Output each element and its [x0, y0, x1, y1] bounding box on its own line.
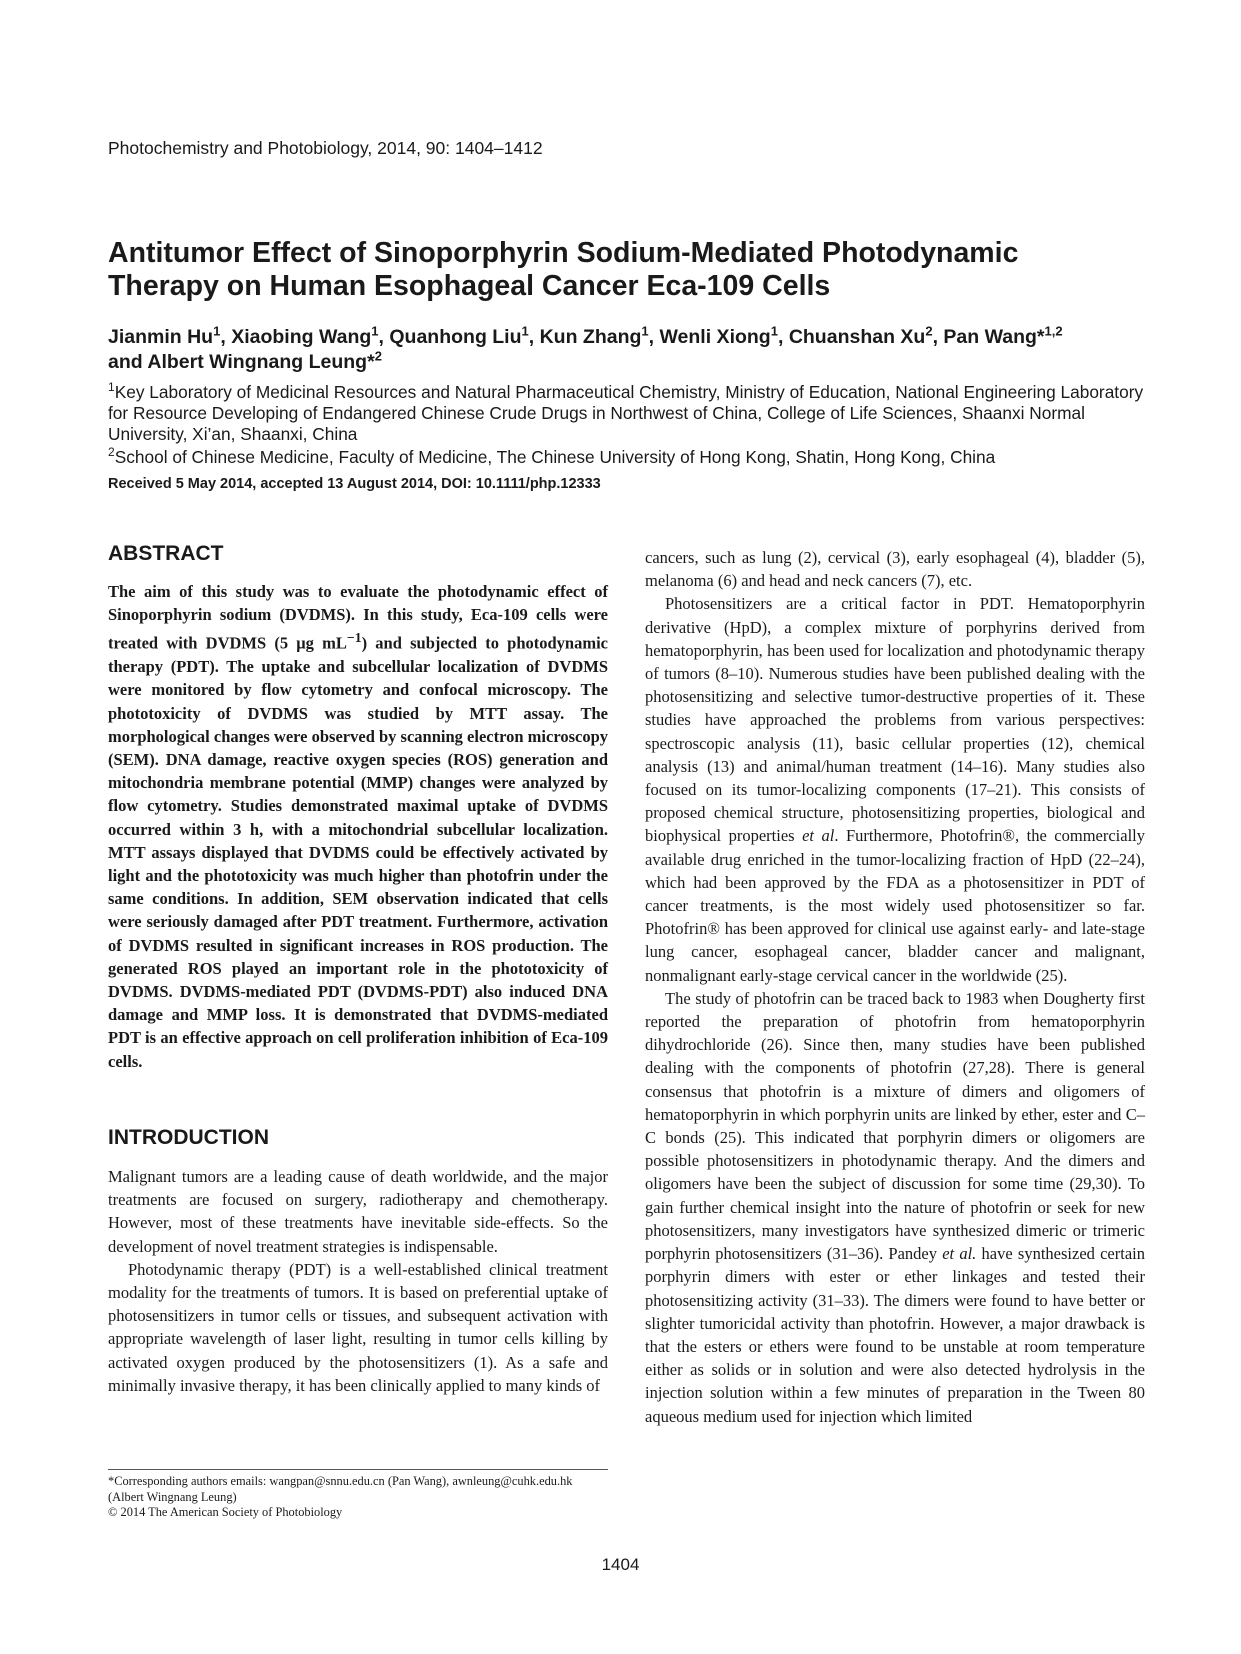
author-name: Wenli Xiong: [659, 326, 771, 348]
received-dates-doi: Received 5 May 2014, accepted 13 August 2014, DOI: 10.1111/php.12333: [108, 476, 601, 492]
author-name: Chuanshan Xu: [788, 326, 926, 348]
abstract-heading: ABSTRACT: [108, 542, 224, 565]
author-name: Kun Zhang: [539, 326, 642, 348]
author-affiliation-mark: 1: [641, 323, 649, 339]
paragraph: The study of photofrin can be traced back to 1983 when Dougherty first reported the preparation of photofrin from hematoporphyrin dihydrochloride (26). Since then, many studies have been published dealing with the components of photofrin (27,28). There is general consensus that photofrin is a mixture of dimers and oligomers of hematoporphyrin in which porphyrin units are linked by ether, ester and C–C bonds (25). This indicated that porphyrin dimers or oligomers are possible photosensitizers in photodynamic therapy. And the dimers and oligomers have been the subject of discussion for some time (29,30). To gain further chemical insight into the nature of photofrin or seek for new photosensitizers, many investigators have synthesized dimeric or trimeric porphyrin photosensitizers (31–36). Pandey et al. have synthesized certain porphyrin dimers with ester or ether linkages and tested their photosensitizing activity (31–33). The dimers were found to have better or slighter tumoricidal activity than photofrin. However, a major drawback is that the esters or ethers were found to be unstable at room temperature either as solids or in solution and were also detected hydrolysis in the injection solution within a few minutes of preparation in the Tween 80 aqueous medium used for injection which limited: [645, 988, 1145, 1426]
author-affiliation-mark: 1: [770, 323, 778, 339]
affiliation: [108, 382, 1158, 445]
author-affiliation-mark: 1: [521, 323, 529, 339]
page-number: 1404: [601, 1555, 640, 1574]
author-name: Pan Wang*: [943, 326, 1045, 348]
introduction-body: [108, 1165, 608, 1397]
affiliation-mark: 2: [108, 445, 115, 460]
author-list: Jianmin Hu$^1$, Xiaobing Wang$^1$, Quanhong Liu$^1$, Kun Zhang$^1$, Wenli Xiong$^1$, Chuanshan Xu$^2$, Pan Wang*$^{1,2}$ and Albert Wingnang Leung*$^2$: [108, 323, 1063, 373]
affiliation-mark: 1: [108, 380, 115, 395]
author-affiliation-mark: 1,2: [1044, 323, 1063, 339]
affiliation: [108, 447, 1158, 468]
paragraph: cancers, such as lung (2), cervical (3), early esophageal (4), bladder (5), melanoma (6) and head and neck cancers (7), etc.: [645, 548, 1145, 591]
unit-superscript: −1: [346, 630, 362, 646]
paragraph: Photodynamic therapy (PDT) is a well-established clinical treatment modality for the treatments of tumors. It is based on preferential uptake of photosensitizers in tumor cells or tissues, and subsequent activation with appropriate wavelength of laser light, resulting in tumor cells killing by activated oxygen produced by the photosensitizers (1). As a safe and minimally invasive therapy, it has been clinically applied to many kinds of: [108, 1259, 608, 1395]
author-name: Albert Wingnang Leung*: [147, 351, 375, 373]
affiliation-text: School of Chinese Medicine, Faculty of Medicine, The Chinese University of Hong Kong, Shatin, Hong Kong, China: [114, 447, 996, 467]
article-title: [108, 237, 1138, 303]
author-name: Jianmin Hu: [108, 326, 214, 348]
introduction-heading: INTRODUCTION: [108, 1126, 269, 1149]
author-affiliation-mark: 1: [213, 323, 221, 339]
right-column-body: [645, 546, 1145, 1428]
author-affiliation-mark: 1: [371, 323, 379, 339]
affiliation-text: Key Laboratory of Medicinal Resources and Natural Pharmaceutical Chemistry, Ministry of Education, National Engineering Laboratory for Resource Developing of Endangered Chinese Crude Drugs in Northwest of China, College of Life Sciences, Shaanxi Normal University, Xi’an, Shaanxi, China: [108, 382, 1144, 444]
title-line: Therapy on Human Esophageal Cancer Eca-109 Cells: [108, 270, 831, 302]
paragraph: Malignant tumors are a leading cause of death worldwide, and the major treatments are focused on surgery, radiotherapy and chemotherapy. However, most of these treatments have inevitable side-effects. So the development of novel treatment strategies is indispensable.: [108, 1167, 608, 1256]
author-name: Quanhong Liu: [389, 326, 522, 348]
copyright-note: © 2014 The American Society of Photobiology: [108, 1505, 343, 1519]
author-affiliation-mark: 2: [374, 348, 382, 364]
journal-citation: Photochemistry and Photobiology, 2014, 90: 1404–1412: [108, 138, 543, 158]
paragraph: Photosensitizers are a critical factor in PDT. Hematoporphyrin derivative (HpD), a complex mixture of porphyrins derived from hematoporphyrin, has been used for localization and photodynamic therapy of tumors (8–10). Numerous studies have been published dealing with the photosensitizing and selective tumor-destructive properties of it. These studies have approached the problems from various perspectives: spectroscopic analysis (11), basic cellular properties (12), chemical analysis (13) and animal/human treatment (14–16). Many studies also focused on its tumor-localizing components (17–21). This consists of proposed chemical structure, photosensitizing properties, biological and biophysical properties et al. Furthermore, Photofrin®, the commercially available drug enriched in the tumor-localizing fraction of HpD (22–24), which had been approved by the FDA as a photosensitizer in PDT of cancer treatments, is the most widely used photosensitizer so far. Photofrin® has been approved for clinical use against early- and late-stage lung cancer, esophageal cancer, bladder cancer and malignant, nonmalignant early-stage cervical cancer in the worldwide (25).: [645, 594, 1145, 985]
title-line: Antitumor Effect of Sinoporphyrin Sodium-Mediated Photodynamic: [108, 237, 1019, 269]
abstract-body: The aim of this study was to evaluate the photodynamic effect of Sinoporphyrin sodium (DVDMS). In this study, Eca-109 cells were treated with DVDMS (5 μg $mL^{-1}$) and subjected to photodynamic therapy (PDT). The uptake and subcellular localization of DVDMS were monitored by flow cytometry and confocal microscopy. The phototoxicity of DVDMS was studied by MTT assay. The morphological changes were observed by scanning electron microscopy (SEM). DNA damage, reactive oxygen species (ROS) generation and mitochondria membrane potential (MMP) changes were analyzed by flow cytometry. Studies demonstrated maximal uptake of DVDMS occurred within 3 h, with a mitochondrial subcellular localization. MTT assays displayed that DVDMS could be effectively activated by light and the phototoxicity was much higher than photofrin under the same conditions. In addition, SEM observation indicated that cells were seriously damaged after PDT treatment. Furthermore, activation of DVDMS resulted in significant increases in ROS production. The generated ROS played an important role in the phototoxicity of DVDMS. DVDMS-mediated PDT (DVDMS-PDT) also induced DNA damage and MMP loss. It is demonstrated that DVDMS-mediated PDT is an effective approach on cell proliferation inhibition of Eca-109 cells.: [108, 582, 609, 1071]
footnote-divider: [108, 1469, 608, 1470]
footnote: [108, 1474, 608, 1521]
corresponding-authors-note: *Corresponding authors emails: wangpan@snnu.edu.cn (Pan Wang), awnleung@cuhk.edu.hk (Albert Wingnang Leung): [108, 1474, 573, 1504]
author-affiliation-mark: 2: [925, 323, 933, 339]
author-name: Xiaobing Wang: [231, 326, 372, 348]
